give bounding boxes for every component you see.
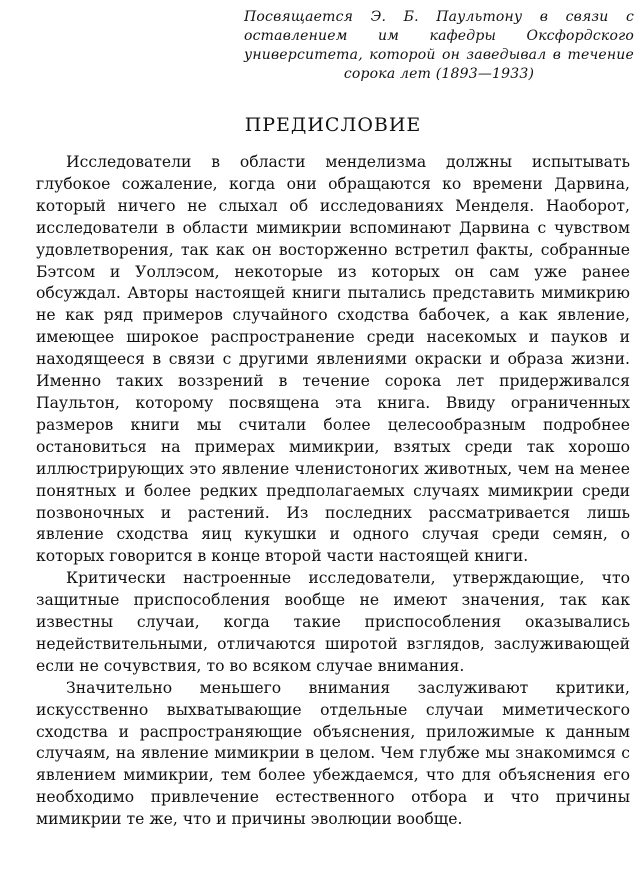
paragraph: Критически настроенные исследователи, утверждающие, что защитные приспособления вообще не имеют значения, так как известны случаи, когда такие приспособления оказывались недействительными, отличаются широтой взглядов, заслуживающей если не сочувствия, то во всяком случае внимания.: [36, 569, 630, 675]
page-title: ПРЕДИСЛОВИЕ: [244, 114, 422, 136]
paragraph: Значительно меньшего внимания заслуживают критики, искусственно выхватывающие отдельные случаи миметического сходства и распространяющие объяснения, приложимые к данным случаям, на явление мимикрии в целом. Чем глубже мы знакомимся с явлением мимикрии, тем более убеждаемся, что для объяснения его необходимо привлечение естественного отбора и что причины мимикрии те же, что и причины эволюции вообще.: [36, 678, 630, 829]
paragraph: Исследователи в области менделизма должны испытывать глубокое сожаление, когда они обращаются ко времени Дарвина, который ничего не слыхал об исследованиях Менделя. Наоборот, исследователи в области мимикрии вспоминают Дарвина с чувством удовлетворения, так как он восторженно встретил факты, собранные Бэтсом и Уоллэсом, некоторые из которых он сам уже ранее обсуждал. Авторы настоящей книги пытались представить мимикрию не как ряд примеров случайного сходства бабочек, а как явление, имеющее широкое распространение среди насекомых и пауков и находящееся в связи с другими явлениями окраски и образа жизни. Именно таких воззрений в течение сорока лет придерживался Паультон, которому посвящена эта книга. Ввиду ограниченных размеров книги мы считали более целесообразным подробнее остановиться на примерах мимикрии, взятых среди так хорошо иллюстрирующих это явление членистоногих животных, чем на менее понятных и более редких предполагаемых случаях мимикрии среди позвоночных и растений. Из последних рассматривается лишь явление сходства яиц кукушки и одного случая среди семян, о которых говорится в конце второй части настоящей книги.: [36, 153, 630, 566]
preface-text: [36, 152, 630, 831]
dedication: Посвящается Э. Б. Паультону в связи с оставлением им кафедры Оксфордского университета, которой он заведывал в течение сорока лет (1893—1933): [244, 9, 634, 82]
